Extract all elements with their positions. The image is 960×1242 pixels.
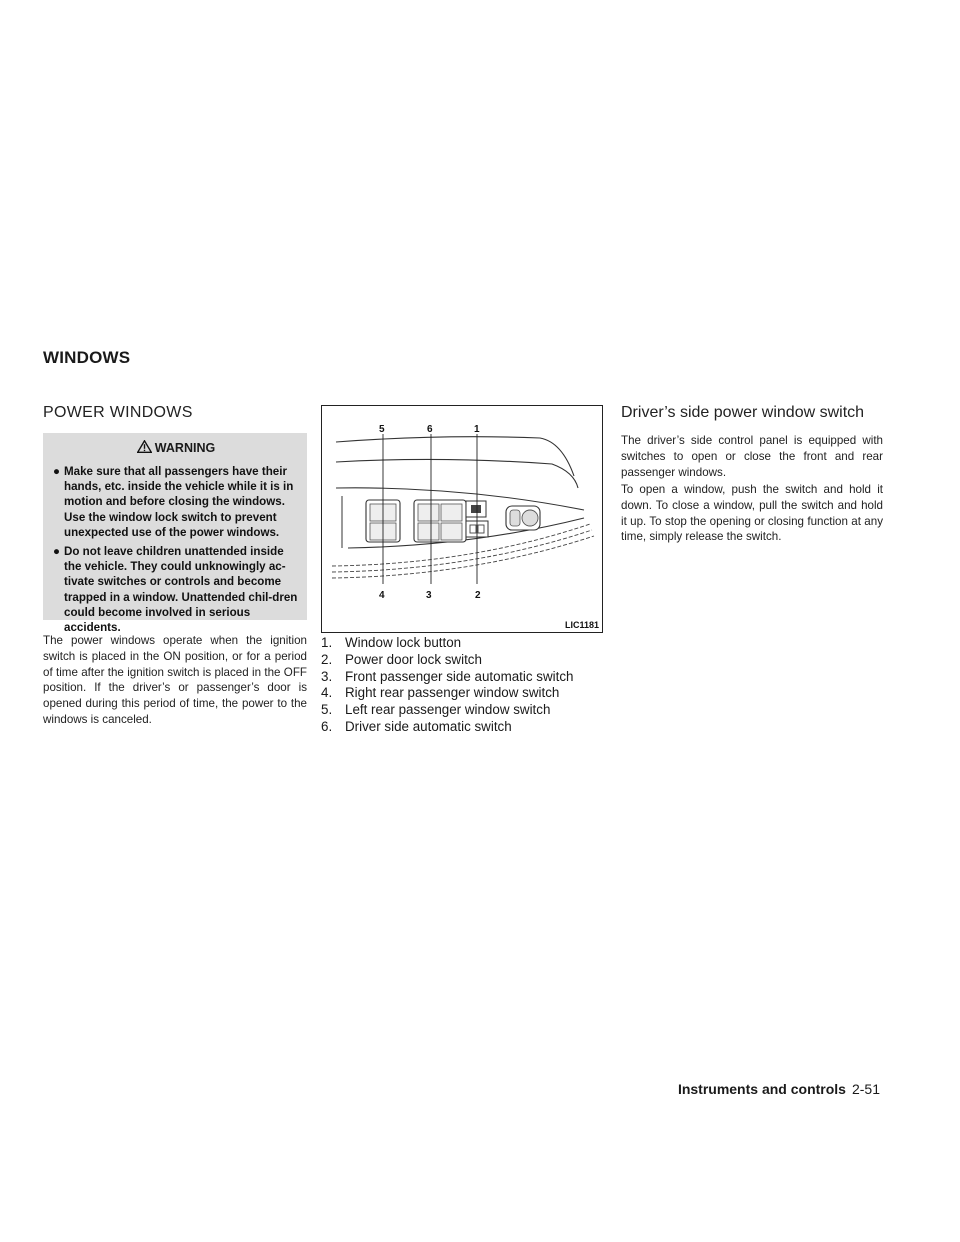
legend-text: Window lock button [345,635,462,650]
legend-number: 5. [321,702,333,718]
figure-legend [321,635,611,736]
list-item [321,669,611,686]
legend-number: 6. [321,718,333,734]
window-switch-figure [321,405,603,633]
power-windows-heading: POWER WINDOWS [43,404,193,421]
footer-section: Instruments and controls [677,1081,846,1097]
legend-text: Front passenger side automatic switch [345,668,574,684]
list-item [321,702,611,719]
list-item [321,719,611,736]
page-footer [678,1081,880,1097]
list-item [53,544,299,635]
page-number: 2-51 [851,1081,880,1097]
switch-panel-illustration [322,406,602,632]
warning-item-text: Do not leave children unattended inside the vehicle. They could unknowingly ac-tivate switches or controls and become trapped in a window. Unattended chil-dren could become involved in serious accidents. [64,545,298,635]
bullet-icon: ● [53,545,61,559]
callout-1: 1 [474,424,480,435]
legend-number: 2. [321,651,333,667]
callout-2: 2 [475,590,481,601]
callout-5: 5 [379,424,385,435]
warning-title [53,440,299,456]
callout-4: 4 [379,590,385,601]
legend-number: 4. [321,685,333,701]
driver-switch-paragraph-2: To open a window, push the switch and hold it down. To close a window, pull the switch and hold it up. To stop the opening or closing function at any time, simply release the switch. [621,483,883,544]
figure-code: LIC1181 [564,620,599,630]
power-windows-body: The power windows operate when the ignition switch is placed in the ON position, or for a period of time after the ignition switch is placed in the OFF position. If the driver’s or passenger’s door is opened during this period of time, the power to the windows is canceled. [43,634,307,726]
warning-title-text: WARNING [154,441,216,455]
list-item [321,652,611,669]
legend-number: 1. [321,635,333,650]
list-item [53,464,299,540]
legend-number: 3. [321,668,333,684]
callout-6: 6 [427,424,433,435]
callout-3: 3 [426,590,432,601]
warning-icon [137,440,152,456]
list-item [321,685,611,702]
legend-text: Driver side automatic switch [345,718,512,734]
legend-text: Left rear passenger window switch [345,702,551,718]
warning-item-text: Make sure that all passengers have their hands, etc. inside the vehicle while it is in motion and before closing the windows. Use the window lock switch to prevent unexpected use of the power windows. [64,465,294,539]
driver-switch-heading: Driver’s side power window switch [621,404,865,421]
section-title: WINDOWS [43,348,131,367]
warning-list [53,464,299,635]
warning-box [43,433,307,635]
list-item [321,635,611,652]
legend-text: Power door lock switch [345,651,482,667]
driver-switch-paragraph-1: The driver’s side control panel is equipped with switches to open or close the front and rear passenger windows. [621,434,883,479]
bullet-icon: ● [53,465,61,478]
legend-text: Right rear passenger window switch [345,685,560,701]
